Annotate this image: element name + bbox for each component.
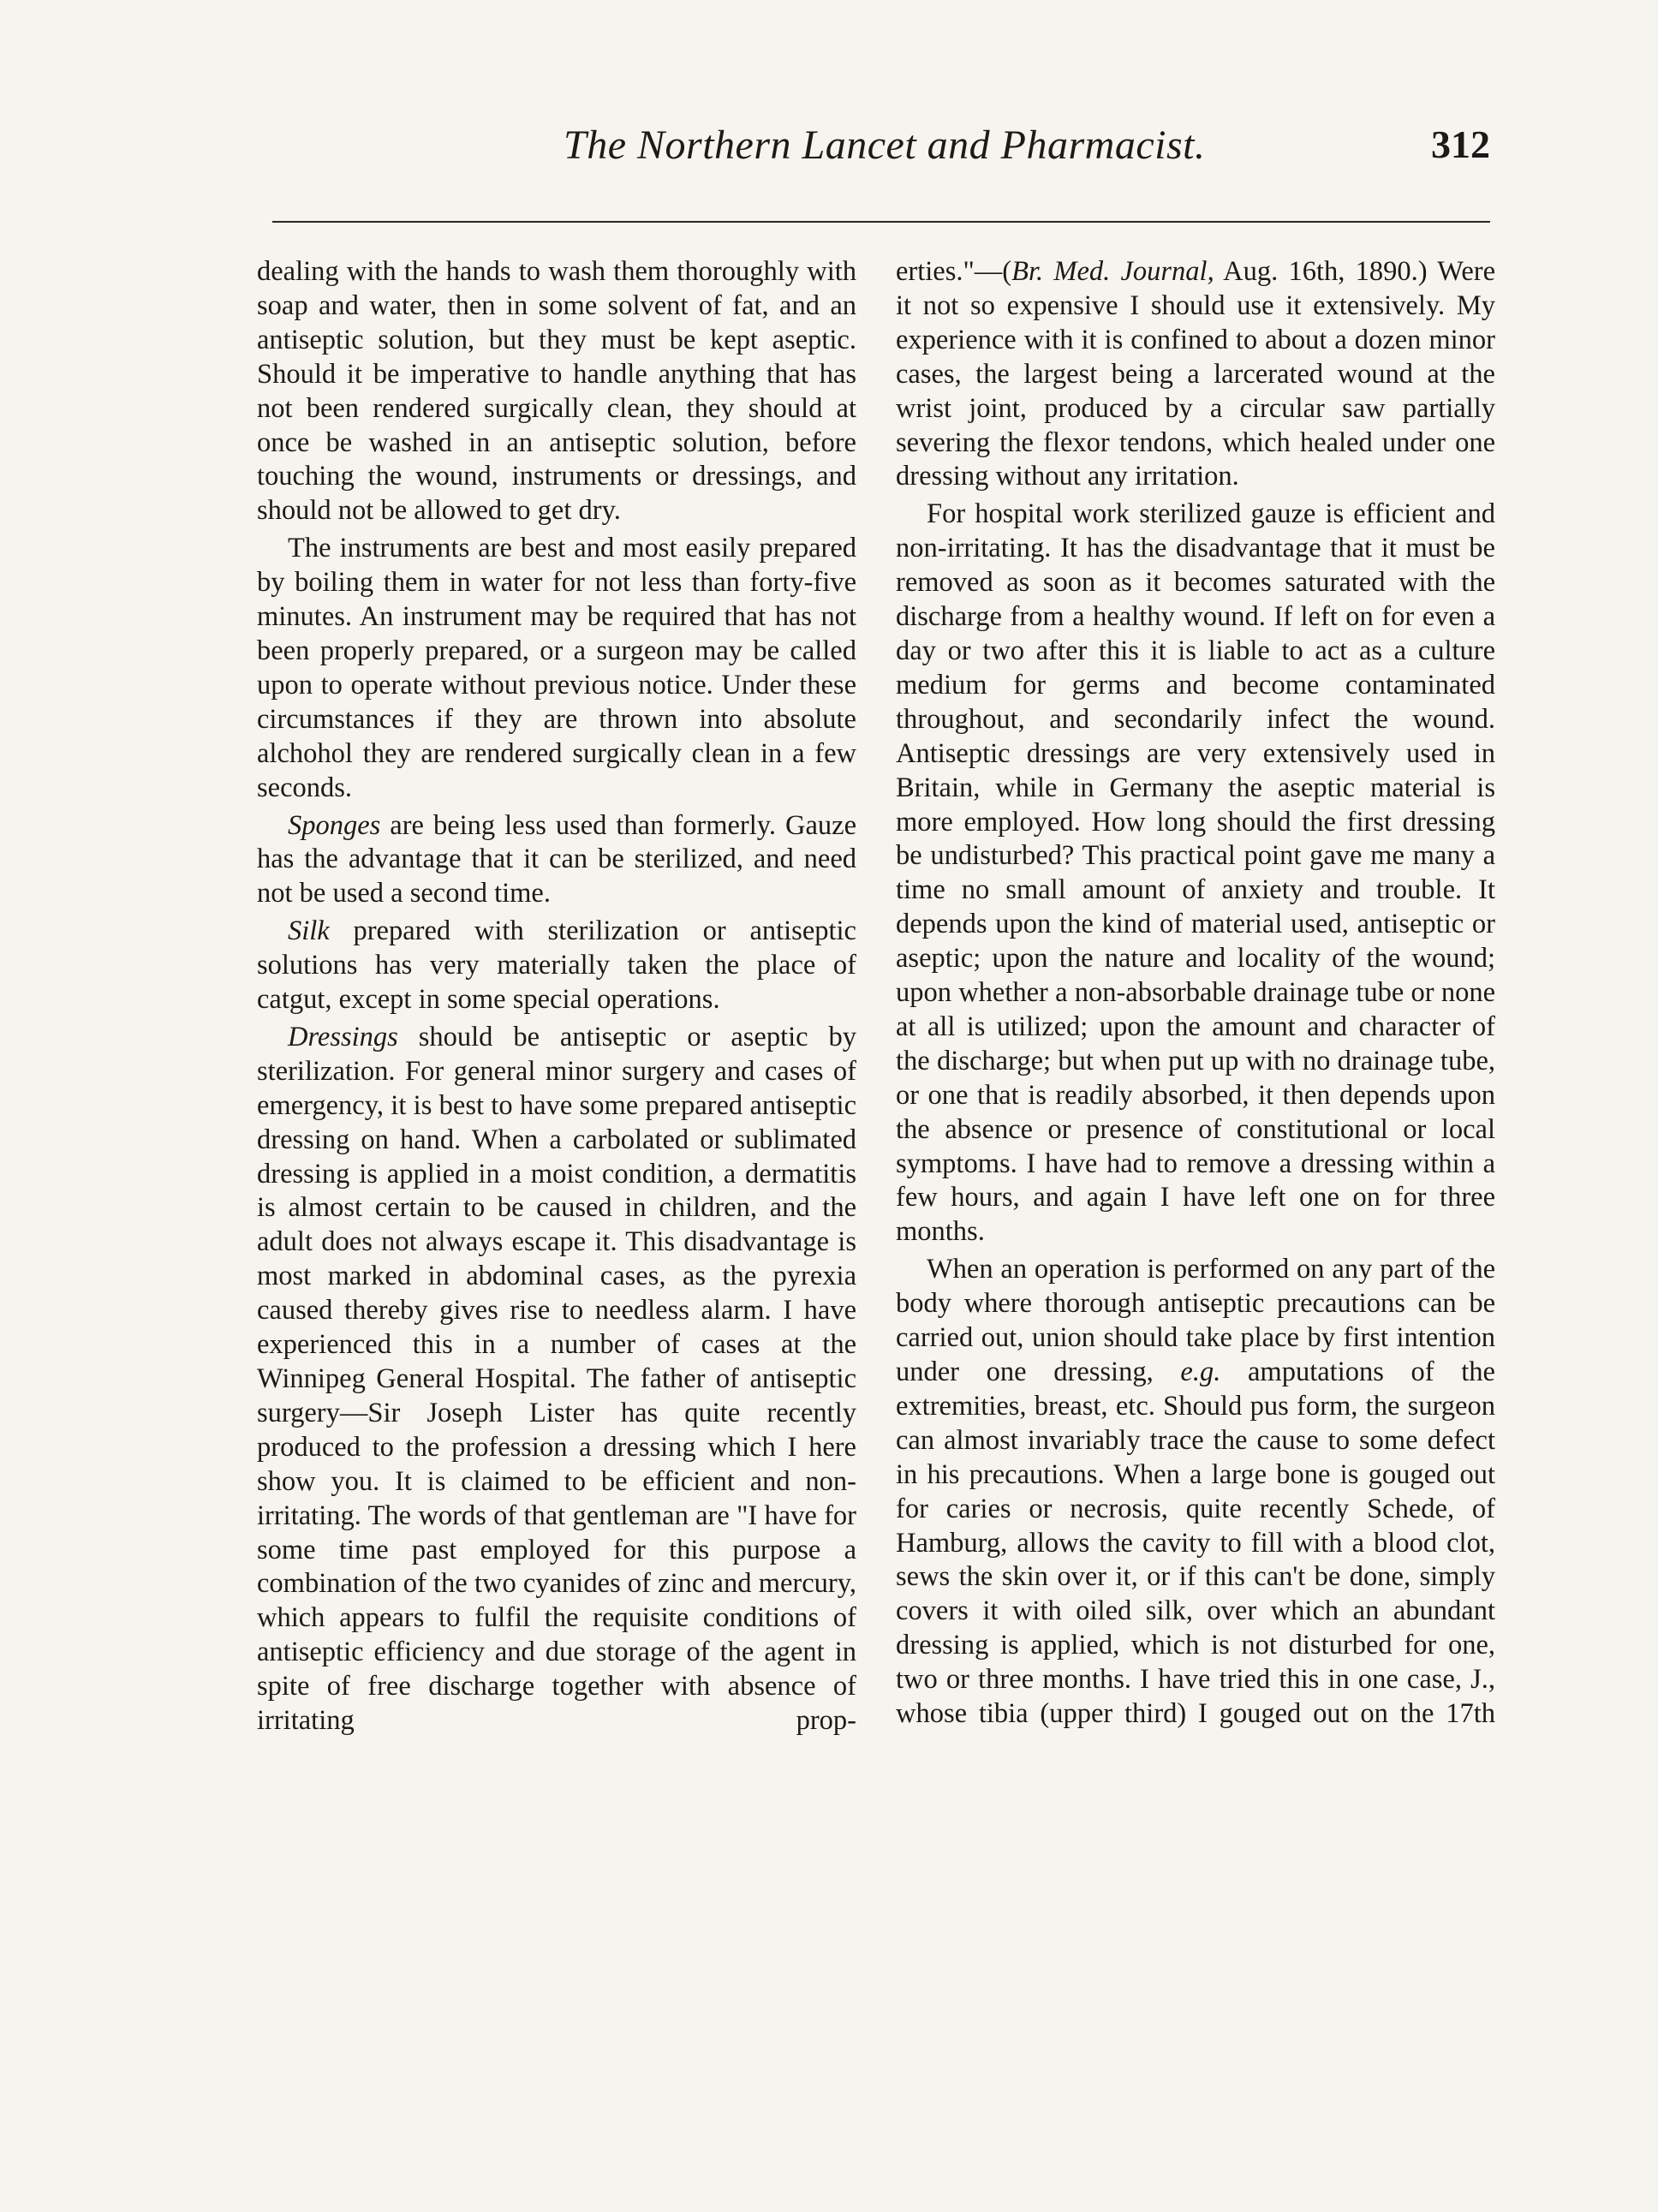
paragraph: erties."—(Br. Med. Journal, Aug. 16th, 1890.) Were it not so expensive I should use it extensively. My experience with it is confined to about a dozen minor cases, the largest being a larcerated wound at the wrist joint, produced by a circular saw partially severing the flexor tendons, which healed under one dressing without any irritation. (896, 256, 1495, 492)
paragraph: When an operation is performed on any part of the body where thorough antiseptic precautions can be carried out, union should take place by first intention under one dressing, e.g. amputations of the extremities, breast, etc. Should pus form, the surgeon can almost invariably trace the cause to some defect in his precautions. When a large bone is gouged out for caries or necrosis, quite recently Schede, of Hamburg, allows the cavity to fill with a blood clot, sews the skin over it, or if this can't be done, simply covers it with oiled silk, over which an abundant dressing is applied, which is not disturbed for one, two or three months. I have tried this in one case, J., whose tibia (upper third) I gouged out on the 17th (896, 1254, 1495, 1730)
abbreviation-eg: e.g. (1180, 1356, 1221, 1387)
paragraph: Dressings should be antiseptic or aseptic by sterilization. For general minor surgery and cases of emergency, it is best to have some prepared antiseptic dressing on hand. When a carbolated or sublimated dressing is applied in a moist condition, a dermatitis is almost certain to be caused in children, and the adult does not always escape it. This disadvantage is most marked in abdominal cases, as the pyrexia caused thereby gives rise to needless alarm. I have experienced this in a number of cases at the Winnipeg General Hospital. The father of antiseptic surgery—Sir Joseph Lister has quite recently produced to the profession a dressing which I here show you. It is claimed to be efficient and non-irritating. The words of that gentleman are "I have for some time past employed for this purpose a combination of the two cyanides of zinc and mercury, which appears to fulfil the requisite conditions of antiseptic efficiency and due storage of the agent in spite of free discharge together with absence of irritating prop- (257, 1021, 856, 1737)
paragraph: dealing with the hands to wash them thoroughly with soap and water, then in some solvent of fat, and an antiseptic solution, but they must be kept aseptic. Should it be imperative to handle anything that has not been rendered surgically clean, they should at once be washed in an antiseptic solution, before touching the wound, instruments or dressings, and should not be allowed to get dry. (257, 256, 856, 527)
paragraph: Sponges are being less used than formerly. Gauze has the advantage that it can be sterilized, and need not be used a second time. (257, 809, 856, 909)
citation: Br. Med. Journal, (1011, 256, 1214, 287)
running-header (272, 122, 1490, 182)
right-column (896, 255, 1495, 1732)
left-column (257, 255, 856, 1738)
paragraph: The instruments are best and most easily prepared by boiling them in water for not less than forty-five minutes. An instrument may be required that has not been properly prepared, or a surgeon may be called upon to operate without previous notice. Under these circumstances if they are thrown into absolute alchohol they are rendered surgically clean in a few seconds. (257, 533, 856, 803)
page-number: 312 (1431, 122, 1490, 166)
paragraph: Silk prepared with sterilization or antiseptic solutions has very materially taken the place of catgut, except in some special operations. (257, 915, 856, 1016)
journal-title: The Northern Lancet and Pharmacist. (564, 122, 1206, 168)
paragraph: For hospital work sterilized gauze is efficient and non-irritating. It has the disadvantage that it must be removed as soon as it becomes saturated with the discharge from a healthy wound. If left on for even a day or two after this it is liable to act as a culture medium for germs and become contaminated throughout, and secondarily infect the wound. Antiseptic dressings are very extensively used in Britain, while in Germany the aseptic material is more employed. How long should the first dressing be undisturbed? This practical point gave me many a time no small amount of anxiety and trouble. It depends upon the kind of material used, antiseptic or aseptic; upon the nature and locality of the wound; upon whether a non-absorbable drainage tube or none at all is utilized; upon the amount and character of the discharge; but when put up with no drainage tube, or one that is readily absorbed, it then depends upon the absence or presence of constitutional or local symptoms. I have had to remove a dressing within a few hours, and again I have left one on for three months. (896, 498, 1495, 1248)
term-dressings: Dressings (288, 1021, 398, 1052)
term-silk: Silk (288, 915, 330, 947)
header-rule (272, 221, 1490, 223)
term-sponges: Sponges (288, 809, 381, 841)
